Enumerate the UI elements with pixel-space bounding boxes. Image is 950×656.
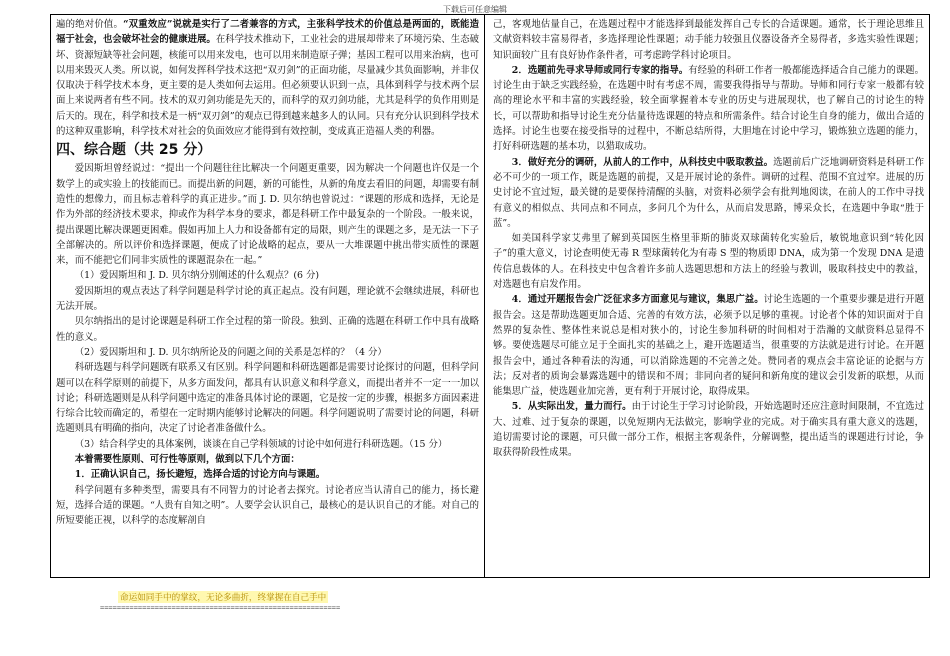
point-3-heading: 3．做好充分的调研，从前人的工作中，从科技史中吸取教益。 [511,156,774,168]
exam-sheet [50,14,930,578]
question-3: （3）结合科学史的具体案例，谈谈在自己学科领域的讨论中如何进行科研选题。（15 分） [74,438,448,450]
point-1-heading: 1．正确认识自己，扬长避短，选择合适的讨论方向与课题。 [74,469,326,481]
intro-body: 在科学技术推动下，工业社会的进展却带来了环境污染、生态破坏、资源短缺等社会问题，核能可以用来发电，也可以用来制造原子弹；基因工程可以用来治病，也可以用来毁灭人类。所以说，如何发挥科学技术这把“双刃剑”的正面功能，尽量减少其负面影响，并非仅仅取决于科学技术本身，更主要的是人类如何去运用。但必须要认识到一点，具体到科学与技术两个层面上来说两者有些不同。技术的双刃剑功能是先天的，而科学的双刃剑功能，尤其是科学的负作用则是后天的。现在，科学和技术是一柄“双刃剑”的观点已得到越来越多人的认同。只有充分认识到科学技术的这种双重影响，科学技术对社会的负面效应才能得到有效控制，变成真正造福人类的利器。 [56,34,479,138]
point-4-heading: 4．通过开题报告会广泛征求多方面意见与建议，集思广益。 [511,294,764,306]
point-2-text: 有经验的科研工作者一般都能选择适合自己能力的课题。讨论生由于缺乏实践经验，在选题中时有考虑不周，需要我得指导与帮助。导师和同行专家一般都有较高的理论水平和丰富的实践经验，较全面掌握着本专业的历史与进展现状，也了解自己的讨论生的特长，可以帮助和指导讨论生充分估量待选课题的特点和所需条件。结合讨论生自身的能力，做出合适的选择。讨论生也要在接受指导的过程中，不断总结所得，大胆地在讨论中学习，锻炼独立选题的能力，打好科研选题的基本功，以猎取成功。 [493,64,924,153]
footer-motto: 命运如同手中的掌纹，无论多曲折，终掌握在自己手中 [120,593,327,603]
point-4 [493,292,924,399]
answer-3-lead: 本着需要性原则、可行性等原则，做到以下几个方面： [74,454,300,466]
answer-2: 科研选题与科学问题既有联系又有区别。科学问题和科研选题都是需要讨论探讨的问题，但科学问题可以在科学原则的前提下，从多方面发问，都具有认识意义和科学意义，而提出者并不一定一一加以讨论；科研选题则是从科学问题中选定的准备具体讨论的课题，它是按一定的步骤，根据多方面因素进行综合比较而确定的，希望在一定时期内能够讨论解决的问题。科学问题说明了需要讨论的问题，科研选题则具有明确的指向，决定了讨论者准备做什么。 [56,362,479,435]
point-4-text: 讨论生选题的一个重要步骤是进行开题报告会。这是帮助选题更加合适、完善的有效方法，必须予以足够的重视。讨论者个体的知识面对于自然界的复杂性、整体性来说总是相对狭小的，讨论生参加科研的时间相对于浩瀚的文献资料总显得不够。要使选题尽可能立足于全面扎实的基础之上，避开选题适当，很重要的方法就是进行讨论。在开题报告会中，通过各种看法的沟通，可以消除选题的不完善之处。赞同者的观点会丰富论证的论据与方法；反对者的质询会暴露选题中的错误和不周；非同向者的疑问和新角度的建议会引发新的联想，从而能集思广益，使选题业加完善，更有利于开展讨论，取得成果。 [493,294,924,398]
question-stem: 爱因斯坦曾经说过：“提出一个问题往往比解决一个问题更重要，因为解决一个问题也许仅是一个数学上的或实验上的技能而已。而提出新的问题，新的可能性，从新的角度去看旧的问题，却需要有制造性的想像力，而且标志着科学的真正进步。”而 J. D. 贝尔纳也曾说过：“课题的形成和选择，无论是作为外部的经济技术要求，抑或作为科学本身的要求，都是科研工作中最复杂的一个阶段。一般来说，提出课题比解决课题更困难。假如再加上人力和设备都有定的局限，则产生的课题之多，是无法一下子全部解决的。所以评价和选择课题，便成了讨论战略的起点，要从一大堆课题中挑出带实质性的课题来，而不能把它们同非实质性的课题混杂在一起。” [56,163,479,267]
point-1-continued: 己，客观地估量自己，在选题过程中才能选择到最能发挥自己专长的合适课题。通常，长于理论思维且文献资料较丰富易得者，多选择理论性课题；动手能力较强且仪器设备齐全易得者，多选实验性课题；知识面较广且有良好协作条件者，可考虑跨学科讨论项目。 [493,19,924,61]
point-5-text: 由于讨论生于学习讨论阶段，开始选题时还应注意时间限制，不宜选过大、过难、过于复杂的课题，以免短期内无法做完，影响学业的完成。对于确实具有重大意义的选题，追切需要讨论的课题，可只做一部分工作，根据主客观条件，分解调整，提出适当的课题进行讨论，争取获得阶段性成果。 [493,401,924,459]
point-1-text: 科学问题有多种类型，需要具有不同智力的讨论者去探究。讨论者应当认清自己的能力，扬长避短，选择合适的课题。“人贵有自知之明”。人要学会认识自己，最核心的是认识自己的才能。对自己的所短要能正视，以科学的态度解剖自 [56,484,479,527]
point-2-heading: 2．选题前先寻求导师或同行专家的指导。 [511,64,689,76]
point-5-heading: 5．从实际出发，量力而行。 [511,401,632,413]
point-2 [493,63,924,155]
intro-paragraph [56,17,479,139]
right-column [485,15,929,577]
point-3-example: 如美国科学家艾弗里了解到英国医生格里菲斯的肺炎双球菌转化实验后，敏锐地意识到“转化因子”的重大意义，讨论查明使无毒 R 型球菌转化为有毒 S 型的物质即 DNA，成为第一个发现 DNA 是遗传信息载体的人。在科技史中包含着许多前人选题思想和方法上的经验与教训，吸取科技史中的教益，对选题也有启发作用。 [493,233,924,291]
header-note: 下载后可任意编辑 [443,5,507,14]
point-3-text: 选题前后广泛地调研资料是科研工作必不可少的一项工作，既是选题的前提，又是开展讨论的条件。调研的过程、范围不宜过窄。进展的历史讨论不宜过短，最关键的是要保持清醒的头脑，对资料必须学会有批判地阅读，在前人的工作中寻找有意义的相似点、共同点和不同点，多问几个为什么，从而启发思路，博采众长，在选题中争取“胜于蓝”。 [493,156,924,229]
question-2: （2）爱因斯坦和 J. D. 贝尔纳所论及的问题之间的关系是怎样的？（4 分） [74,346,387,358]
question-1: （1）爱因斯坦和 J. D. 贝尔纳分别阐述的什么观点？(6 分) [74,270,320,282]
answer-1b: 贝尔纳指出的是讨论课题是科研工作全过程的第一阶段。独到、正确的选题在科研工作中具有战略性的意义。 [56,316,479,343]
double-effect-statement: “双重效应”说就是实行了二者兼容的方式，主张科学技术的价值总是两面的，既能造福于社会，也会破坏社会的健康进展。 [56,19,479,46]
footer-rule: ========================================================= [100,604,341,612]
answer-1a: 爱因斯坦的观点表达了科学问题是科学讨论的真正起点。没有问题，理论就不会继续进展，科研也无法开展。 [56,285,479,313]
point-3 [493,155,924,231]
section-title: 四、综合题（共 25 分） [56,142,212,159]
intro-lead: 遍的绝对价值。 [56,19,124,30]
left-column [51,15,485,577]
point-5 [493,399,924,460]
